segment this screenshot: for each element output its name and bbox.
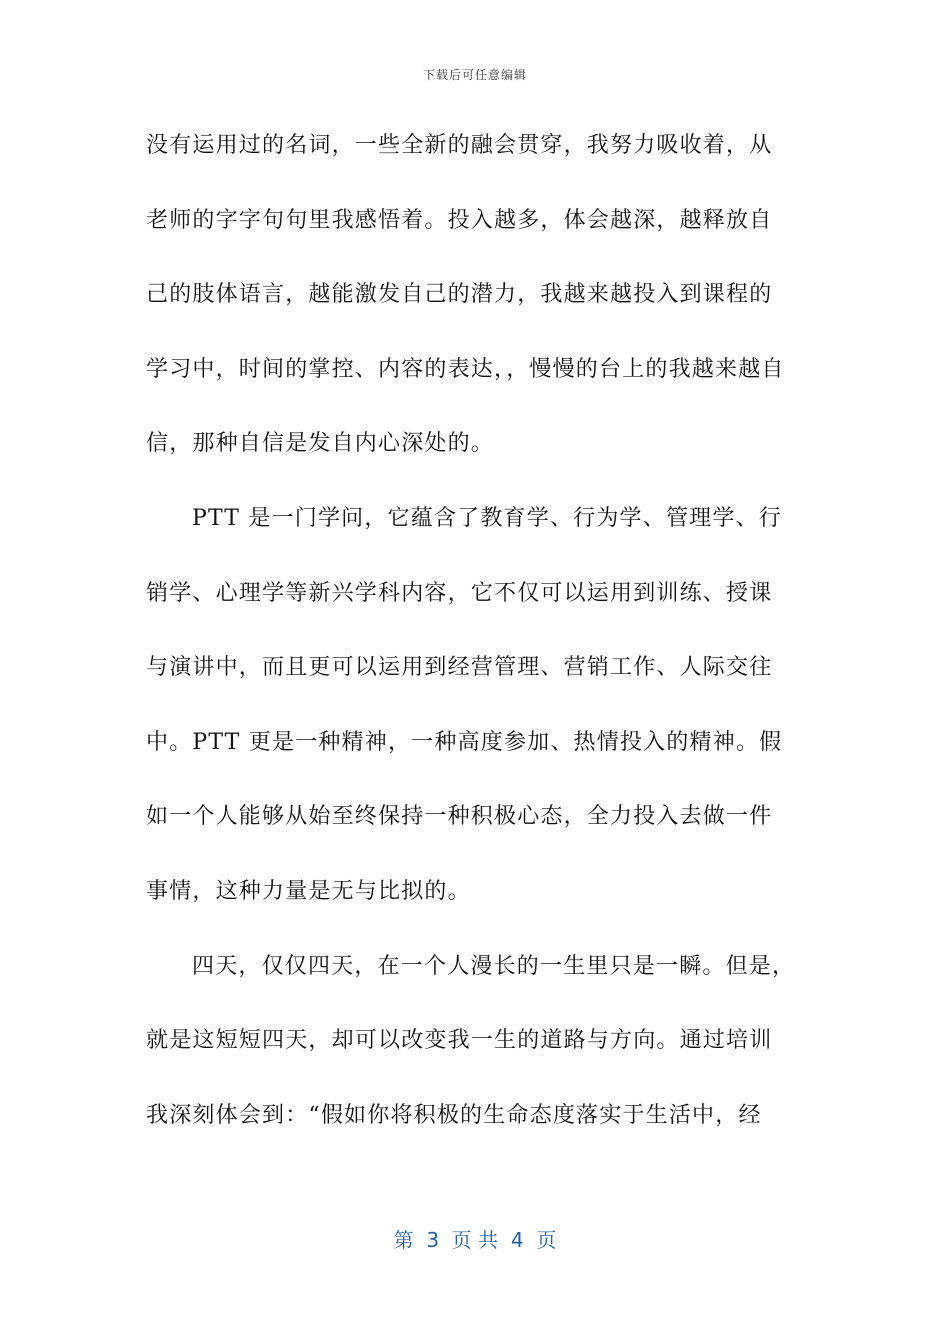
page-number-footer: 第 3 页 共 4 页	[393, 1228, 557, 1252]
text-line: 就是这短短四天，却可以改变我一生的道路与方向。通过培训	[146, 1028, 773, 1054]
text-line: 没有运用过的名词，一些全新的融会贯穿，我努力吸收着，从	[146, 133, 773, 158]
text-line: 信，那种自信是发自内心深处的。	[146, 431, 495, 457]
document-body	[146, 118, 806, 1162]
text-line: 如一个人能够从始至终保持一种积极心态，全力投入去做一件	[146, 804, 773, 830]
paragraph-start-line: 四天，仅仅四天，在一个人漫长的一生里只是一瞬。但是，	[192, 953, 796, 979]
text-line: 老师的字字句句里我感悟着。投入越多，体会越深，越释放自	[146, 207, 773, 233]
text-line: 事情，这种力量是无与比拟的。	[146, 878, 471, 904]
text-line: 学习中，时间的掌控、内容的表达，，慢慢的台上的我越来越自	[146, 356, 785, 382]
text-line: 己的肢体语言，越能激发自己的潜力，我越来越投入到课程的	[146, 282, 773, 308]
paragraph-start-line: PTT 是一门学问，它蕴含了教育学、行为学、管理学、行	[192, 505, 782, 531]
text-line: 销学、心理学等新兴学科内容，它不仅可以运用到训练、授课	[146, 580, 773, 606]
page-header: 下载后可任意编辑	[422, 68, 527, 82]
text-line: 中。PTT 更是一种精神，一种高度参加、热情投入的精神。假	[146, 729, 783, 755]
text-line: 我深刻体会到：“假如你将积极的生命态度落实于生活中，经	[146, 1102, 762, 1128]
text-line: 与演讲中，而且更可以运用到经营管理、营销工作、人际交往	[146, 655, 773, 681]
